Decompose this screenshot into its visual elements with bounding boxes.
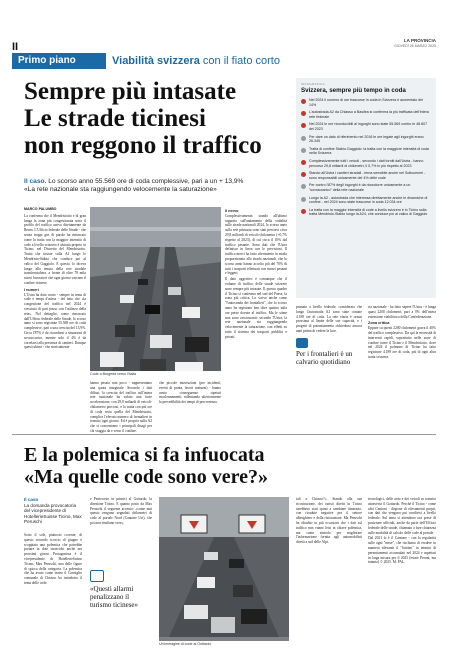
story2-pull-quote: «Questi allarmi penalizzano il turismo ticinese» (90, 585, 139, 609)
story1-col6-text: ria nazionale - ha fatto sapere l'Ustra - è lunga quasi 2200 chilometri, pari a 0% dell'intera estensione viabilistica della Confederazione. (368, 305, 436, 319)
masthead: LA PROVINCIA (403, 38, 436, 43)
story1-headline-line1: Sempre più intasate (24, 78, 237, 105)
factbox-item (301, 98, 431, 107)
story2-deck (24, 497, 82, 525)
issue-date: GIOVEDÌ 26 MARZO 2025 (394, 44, 436, 48)
factbox-item-text: Complessivamente tutti i veicoli - secondo i dati forniti dall'Ustra - hanno percorso 29,8 miliardi di chilometri, il 0,7% in più rispetto al 2023 (309, 158, 424, 168)
story1-col4-text: Il dato oggettivo è comunque che il volume di traffico delle strade svizzere sono sempre più intasate. Il questo quadro il Ticino si conferma nel sud del Paese, la zona più critica. Lo scrive anche come "l'autostrada dei frontalieri", che lo scorso anno ha registrato ben oltre quattro mila ore perse dovute al traffico. Ma le stime non sono rassicuranti: secondo l'Ustra, la rete nazionale sta raggiungendo velocemente la saturazione, con effetti su tutto il sistema dei trasporti pubblici e privati. (225, 277, 287, 339)
story2-kicker: Il caso (24, 497, 39, 502)
factbox-item (301, 159, 431, 168)
story1-col6-subhead: Zona critica (368, 321, 390, 326)
story-divider (12, 434, 436, 435)
pull-quote: Per i frontalieri è un calvario quotidiano (296, 349, 353, 366)
story2-deck-text: La domanda provocatoria del vicepresidente di HotellerieSuisse Ticino, Max Peruschi (24, 502, 82, 525)
bullet-dot-icon (301, 136, 306, 141)
story1-column-4 (225, 207, 287, 427)
story1-photo (90, 207, 221, 377)
story2-headline (24, 444, 434, 488)
story2-headline-line1: E la polemica si fa infuocata (24, 444, 265, 466)
story1-column-5 (296, 305, 362, 427)
story1-col3-subhead: Il nervo (225, 209, 239, 213)
story1-col1-text2: L'Ustra ha dato conto - sempre in tema di code e tempi d'attesa - del fatto che «la congestione del traffico nel 2024 è cresciuta di pari passo con l'utilizzo della rete». Nel dettaglio, come rimarcato dall'Ufficio federale delle Strade, lo scorso anno si sono registrate 55.569 ore di coda complessive, pari a una crescita del 13,9%. Circa l'87% è da ricondursi a situazioni di sovraccarico, mentre solo il 4% è da correlarsi alla presenza di cantieri. Dunque questi ultimi - che storicamente (24, 292, 86, 350)
story2-headline-line2: «Ma quelle code sono vere?» (24, 466, 269, 488)
bullet-dot-icon (301, 184, 306, 189)
factbox (296, 78, 436, 298)
story2-pull-quote-box (90, 570, 152, 650)
story1-deck-line1: Lo scorso anno 55.569 ore di coda complessive, pari a un + 13,9% (48, 178, 244, 185)
story1-deck-line2: «La rete nazionale sta raggiungendo velocemente la saturazione» (24, 186, 217, 194)
traffic-photo-illustration (90, 207, 221, 377)
factbox-item-text: Tratta di confine Stabio-Gaggiolo: la tratta con la maggiore intensità di coda nella Svizzera (309, 146, 429, 156)
story1-col6-text2: Eppure su questi 2200 chilometri grava il 40% del traffico complessivo. Da qui la necessità di interventi rapidi, soprattutto nelle zone di confine come il Ticino e il Mendrisiotto, dove nel 2024 il polmone di Ticino ha fatto registrare 4.189 ore di coda, più di ogni altra tratta svizzera. (368, 326, 436, 359)
factbox-item-text: Lungo la A2 - autostrada che interessa direttamente anche le dinamiche di confine - nel 2024 sono state trascorse in coda 12.034 ore (309, 195, 428, 205)
story2-col2-text: e Pentecoste in primis) al Gottardo, la direzione Ticino. E quanto posto da Max Peruschi il seguente accento: «come mai questo vengono segnalati chilometri di code al portale Nord (Cantone Uri), che poi non risultano vere». (90, 497, 152, 525)
story1-col5-text: primato a livello federale, considerato che lungo l'autostrada A2 sono state contate 4.189 ore di coda. La rete viaria è ormai prossima al limite delle sue capacità, e i progetti di potenziamento richiedono ancora anni prima di vedere la luce. (296, 305, 362, 333)
story2-column-1 (24, 533, 82, 651)
factbox-item (301, 208, 431, 217)
story1-column-1 (24, 207, 86, 427)
story1-headline-line3: non reggono il traffico (24, 132, 262, 159)
factbox-label: INFOGRAFICA (301, 82, 325, 86)
story1-column-6 (368, 305, 436, 427)
story2-column-4 (368, 497, 436, 651)
factbox-item-text: Per contro l'87% degli ingorghi è da ricondurre unicamente a un "sovraccarico" della rete nazionale (309, 183, 411, 192)
bullet-dot-icon (301, 99, 306, 104)
factbox-item-text: Stando all'Ustra i cantieri stradali - tema sensibile anche nel Sottoceneri - sono responsabili unicamente del 4% delle code (309, 171, 426, 180)
quote-icon (90, 570, 104, 582)
story1-col1-subhead: I numeri (24, 287, 39, 292)
factbox-title: Svizzera, sempre più tempo in coda (301, 87, 406, 94)
pull-quote-box (296, 338, 362, 366)
section-topic (106, 53, 280, 69)
story1-col1-text: La conferma che il Mendrisiotto e di gran lunga la zona più congestionata sotto il profilo del traffico arriva direttamente da Berna. L'Ufficio federale delle Strade - che senza troppi giri di parole ha rimarcato come la tratta con la maggior intensità di code a livello svizzero è ubicata proprio in Ticino, nel Distretto del Mendrisiotto. Tratta che insiste sulla A2 lungo le Mendrisio-Stabio che conduce poi al valico del Gaggiolo. E questo, lo diceva lungo alla tenuta della rete stradale transfrontaliera, a fronte di oltre 78 mila nuovi lavoratori che ogni giorno varcano il confine ticinese. (24, 213, 86, 285)
story2-column-3 (296, 497, 362, 651)
story1-deck (24, 178, 294, 195)
frontalieri-icon (296, 338, 308, 348)
story1-kicker: Il caso. (24, 178, 47, 185)
bullet-dot-icon (301, 197, 306, 202)
factbox-item-text: Nel 2024 il numero di ore trascorse in coda in Svizzera è aumentato del 14% (309, 98, 423, 107)
factbox-item (301, 110, 431, 119)
story2-column-2 (90, 497, 152, 567)
bullet-dot-icon (301, 148, 306, 153)
story1-column-2 (90, 381, 152, 433)
story1-col3-text2: Complessivamente, stando all'ultimo rapporto sull'andamento della viabilità sulle strade nazionali 2024, lo scorso anno sulla rete primaria sono stati percorsi circa 29,8 miliardi di veicoli-chilometro (+0,7% rispetto al 2023), di cui circa il 10% dal traffico pesante. Sono dati che l'Ustra definisce in linea con le previsioni. Il traffico merci ha fatto riferimento in modo proporzionato allo strado nazionali, che lo scorso anno hanno accolto più del 70% di tutti i trasporti effettuati con mezzi pesanti e leggeri. (225, 213, 287, 276)
factbox-item (301, 183, 431, 192)
story1-column-3 (159, 381, 221, 427)
section-topic-light: con il fiato corto (202, 55, 280, 67)
story2-photo-caption: Un'immagine di code al Gottardo (159, 641, 289, 647)
story2-col5-text: Dal 2021 lo è il Cantone - con la regolarità sulle ogni "mese", che rischiano di erodere in maniera rilevante il "bottino" in termini di pernottamenti accumulati nel 2024 e aspettati in larga misura per il 2025 (estate Peroni, ma intanto) © 2025. M. PAL. (368, 536, 436, 565)
bullet-dot-icon (301, 160, 306, 165)
story1-headline-line2: Le strade ticinesi (24, 105, 206, 132)
factbox-item-text: La tratta con la maggior intensità di code a livello svizzero è in Ticino sulla tratta Mendrisio-Stabio lungo la A24, che conduce poi al valico di Gaggiolo (309, 207, 428, 217)
section-bar (12, 53, 436, 69)
bullet-dot-icon (301, 209, 306, 214)
bullet-dot-icon (301, 172, 306, 177)
factbox-list (301, 98, 431, 217)
story1-col2-text: hanno pesato non poco - rappresentano una quota marginale. Secondo i dati diffusi, la crescita del traffico sull'intera rete nazionale ha subito una forte accelerazione, con 29,8 miliardi di veicoli-chilometro percorsi, e la tratta con più ore di coda resta quella del Mendrisiotto, complice l'elevato numero di frontalieri in transito ogni giorno. Ed è proprio sulla A2 che si concentrano i principali disagi per chi viaggia da e verso il confine. (90, 381, 152, 433)
factbox-item (301, 122, 431, 131)
story1-headline (24, 78, 284, 159)
section-label: Primo piano (12, 53, 106, 69)
factbox-item (301, 135, 431, 144)
story1-col3-text: che piccole interruzioni (per incidenti, eventi di punta, lavori notturni) - hanno avuto conseguenze ripetuti incolonnamenti, rallentando ulteriormente la prevedibilità dei tempi di percorrenza. (159, 381, 221, 405)
section-topic-bold: Viabilità svizzera (112, 55, 200, 67)
story2-photo (159, 497, 289, 647)
story2-col1-text: Sotto il sole, piuttosto cocente, di questo secondo scorcio di giugno è scoppiata una polemica che potrebbe portare in dote strascichi anche nei prossimi giorni. Protagonista è il vicepresidente di HotellerieSuisse Ticino, Max Peruschi, una delle figure di spicco della categoria. La polemica che ha avuto come teatro il Consiglio comunale di Chiasso ha introdotto il tema delle code. (24, 533, 82, 585)
factbox-item (301, 196, 431, 205)
story1-byline: MARCO PALUMBO (24, 207, 57, 211)
story2-col4-text: tecnologici, delle auto e dei veicoli in transito attraverso il Gottardo. Perché il Ticino - come altri Cantoni - dispone di rilevamenti propri, con dati che vengono poi condivisi a livello federale. Sul tema si attendono ora prese di posizione ufficiali, anche da parte dell'Ufficio federale delle strade, chiamato a fare chiarezza sulle modalità di calcolo delle code al portale. (368, 497, 436, 535)
story2-col3-text: tali a Chiasso?». Stando alla sua ricostruzione, dei turisti diretti in Ticino sarebbero stati spinti a cambiare itinerario, con ricadute negative per il settore alberghiero e della ristorazione. Ma Peruschi ha ribadito in più occasioni che i dati sul traffico non vanno letti in chiave polemica, ma come stimolo per migliorare l'informazione fornita agli automobilisti diretti a sud delle Alpi. (296, 497, 362, 545)
story1-photo-caption: Code a Brogeda verso l'Italia (90, 371, 221, 377)
factbox-item (301, 171, 431, 180)
gottardo-photo-illustration (159, 497, 289, 637)
factbox-item-text: Per dare un dato di riferimento nel 2016 le ore legate agli ingorghi erano 26.345 (309, 134, 424, 144)
factbox-item-text: Nel 2024 le ore riconducibili al ingorghi sono state 55.569 contro le 48.807 del 2023 (309, 122, 428, 131)
bullet-dot-icon (301, 123, 306, 128)
bullet-dot-icon (301, 111, 306, 116)
factbox-item-text: L'autostrada A2 da Chiasso a Basilea si conferma la più trafficata dell'intera rete federale (309, 110, 429, 119)
page-number: II (12, 41, 19, 53)
factbox-item (301, 147, 431, 156)
